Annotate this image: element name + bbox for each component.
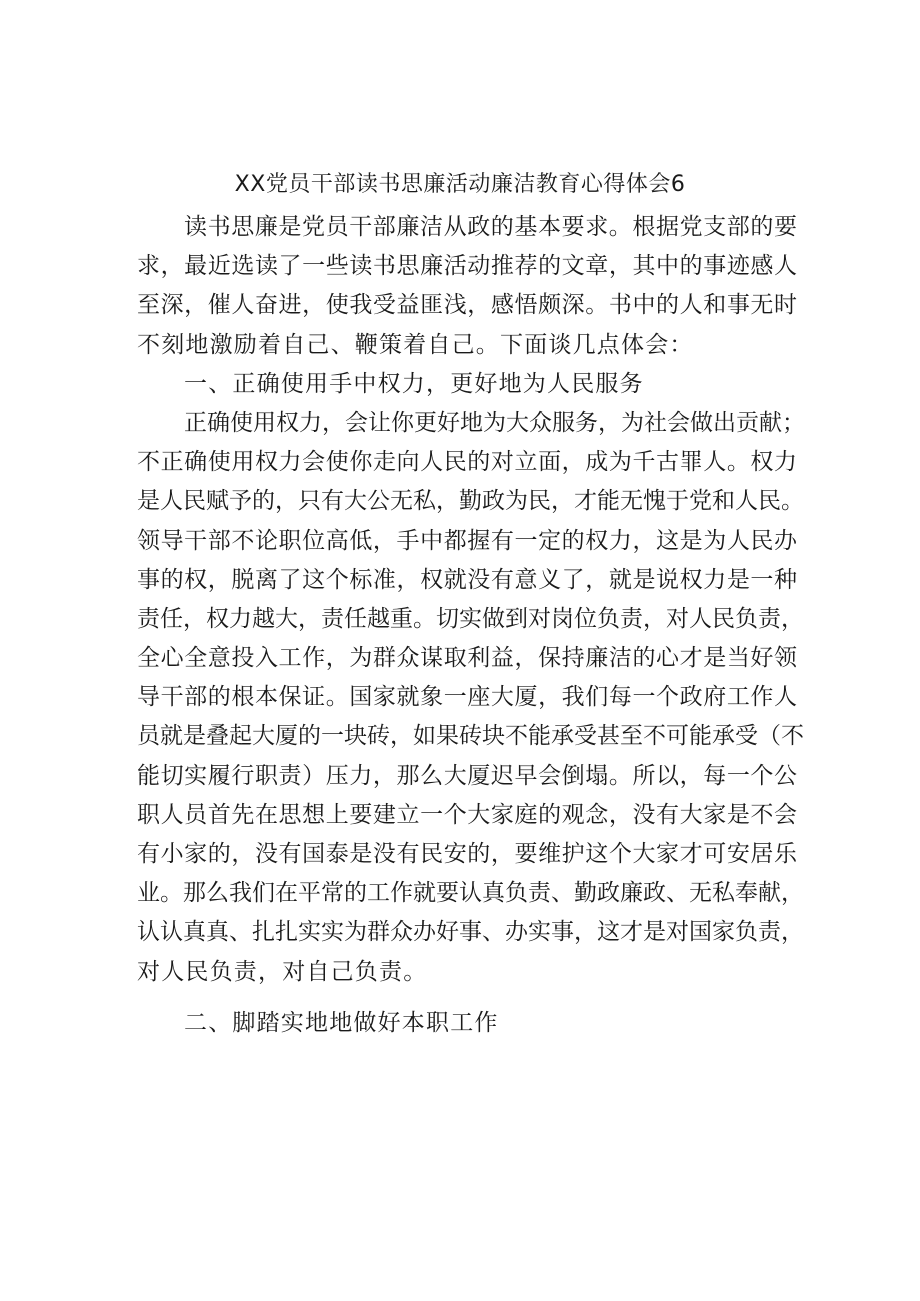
section1-line: 对人民负责，对自己负责。 (137, 958, 428, 985)
intro-line: 不刻地激励着自己、鞭策着自己。下面谈几点体会： (137, 331, 694, 358)
section1-line: 事的权，脱离了这个标准，权就没有意义了，就是说权力是一种 (137, 566, 797, 593)
intro-line: 至深，催人奋进，使我受益匪浅，感悟颇深。书中的人和事无时 (137, 292, 797, 319)
section1-line: 全心全意投入工作，为群众谋取利益，保持廉洁的心才是当好领 (137, 645, 797, 672)
document-title: XX党员干部读书思廉活动廉洁教育心得体会6 (234, 172, 686, 197)
section1-line: 导干部的根本保证。国家就象一座大厦，我们每一个政府工作人 (137, 684, 797, 711)
section1-line: 业。那么我们在平常的工作就要认真负责、勤政廉政、无私奉献， (137, 880, 804, 907)
section1-line: 领导干部不论职位高低，手中都握有一定的权力，这是为人民办 (137, 527, 797, 554)
section1-line: 能切实履行职责）压力，那么大厦迟早会倒塌。所以，每一个公 (137, 762, 797, 789)
section1-line: 不正确使用权力会使你走向人民的对立面，成为千古罪人。权力 (137, 449, 797, 476)
section1-line: 职人员首先在思想上要建立一个大家庭的观念，没有大家是不会 (137, 801, 797, 828)
section1-line: 正确使用权力，会让你更好地为大众服务，为社会做出贡献； (184, 409, 805, 436)
section1-line: 责任，权力越大，责任越重。切实做到对岗位负责，对人民负责， (137, 605, 804, 632)
intro-line: 求，最近选读了一些读书思廉活动推荐的文章，其中的事迹感人 (137, 253, 797, 280)
section-heading-1: 一、正确使用手中权力，更好地为人民服务 (184, 370, 644, 397)
section1-line: 有小家的，没有国泰是没有民安的，要维护这个大家才可安居乐 (137, 841, 797, 867)
section1-line: 是人民赋予的，只有大公无私，勤政为民，才能无愧于党和人民。 (137, 488, 804, 515)
intro-line: 读书思廉是党员干部廉洁从政的基本要求。根据党支部的要 (184, 214, 797, 240)
section1-line: 员就是叠起大厦的一块砖，如果砖块不能承受甚至不可能承受（不 (137, 723, 804, 750)
section-heading-2: 二、脚踏实地地做好本职工作 (184, 1009, 499, 1036)
section1-line: 认认真真、扎扎实实为群众办好事、办实事，这才是对国家负责， (137, 919, 804, 946)
paragraph-gap (137, 992, 797, 1000)
document-body (137, 208, 805, 1043)
